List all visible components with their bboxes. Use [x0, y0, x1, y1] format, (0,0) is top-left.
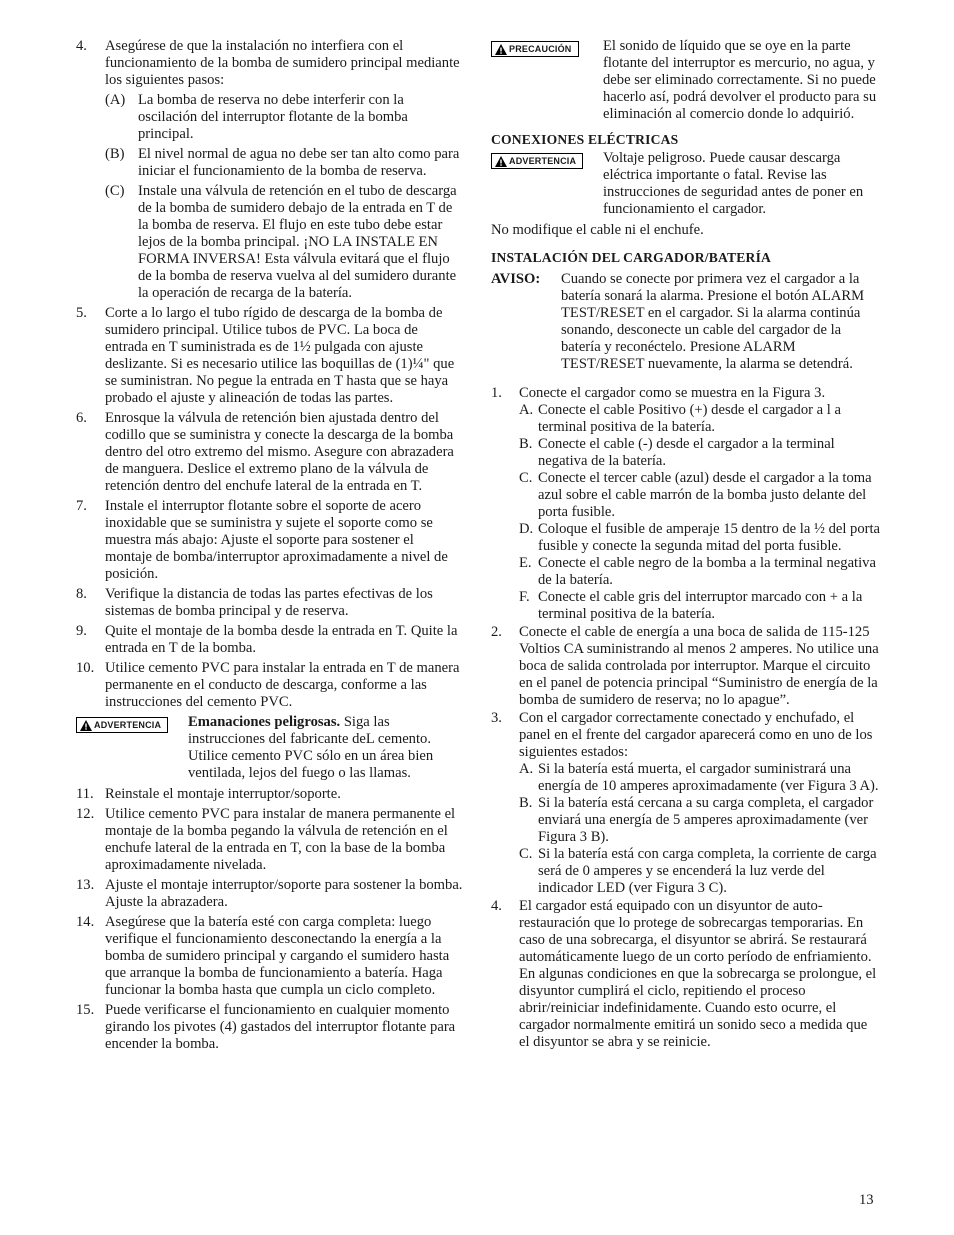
substep-text: Instale una válvula de retención en el tubo de descarga de la bomba de sumidero debajo de la entrada en T de la bomba de reserva. El flujo en este tubo debe estar lejos de la bomba principal. ¡NO LA INSTALE EN FORMA INVERSA! Esta válvula evitará que el flujo de la bomba de reserva vuelva al del sumidero durante la operación de recarga de la batería. — [138, 183, 457, 301]
step-number: 15. — [76, 1002, 95, 1018]
substep-c — [519, 470, 881, 521]
substep-b — [519, 436, 881, 470]
step-text: El cargador está equipado con un disyuntor de auto-restauración que lo protege de sobrecargas temporarias. En caso de una sobrecarga, el disyuntor se abrirá. Se restaurará automáticamente luego de un corto período de enfriamiento. En algunas condiciones en que la sobrecarga se prolongue, el disyuntor cumplirá el ciclo, repitiendo el proceso abrir/reiniciar indefinidamente. Cuando esto ocurre, el cargador normalmente emitirá un sonido seco a medida que el disyuntor se abra y se reinicie. — [519, 898, 877, 1050]
step-text: Ajuste el montaje interruptor/soporte para sostener la bomba. Ajuste la abrazadera. — [105, 877, 463, 910]
step-number: 5. — [76, 305, 87, 321]
substep-label: B. — [519, 795, 533, 811]
step-10 — [76, 660, 464, 711]
substep-b — [519, 795, 881, 846]
warning-triangle-icon — [495, 156, 507, 167]
step-number: 8. — [76, 586, 87, 602]
charger-step-3 — [491, 710, 881, 897]
step-text: Con el cargador correctamente conectado y enchufado, el panel en el frente del cargador aparecerá como en uno de los siguientes estados: — [519, 710, 873, 760]
step-text: Verifique la distancia de todas las partes efectivas de los sistemas de bomba principal y de reserva. — [105, 586, 433, 619]
substep-label: (A) — [105, 92, 126, 108]
step-number: 2. — [491, 624, 502, 640]
left-column — [76, 38, 464, 1056]
no-modify-text: No modifique el cable ni el enchufe. — [491, 222, 704, 238]
substep-a — [519, 761, 881, 795]
step-text: Corte a lo largo el tubo rígido de descarga de la bomba de sumidero principal. Utilice tubos de PVC. La boca de entrada en T suministrada es de 1½ pulgada con ajuste deslizante. Si es necesario utilice las boquillas de (1)¼" que se suministran. No pegue la entrada en T hasta que se haya probado el ajuste y alineación de todas las partes. — [105, 305, 455, 406]
voltage-warning — [491, 150, 881, 218]
step-text: Asegúrese que la batería esté con carga completa: luego verifique el funcionamiento desconectando la energía a la bomba de sumidero principal y cargando el sumidero hasta que arranque la bomba de funcionamiento a batería. Haga funcionar la bomba hasta que cumpla un ciclo completo. — [105, 914, 450, 998]
step-number: 14. — [76, 914, 95, 930]
caution-badge-label: PRECAUCIÓN — [509, 44, 572, 54]
substep-text: Conecte el cable Positivo (+) desde el cargador a l a terminal positiva de la batería. — [538, 402, 841, 435]
step-text: Instale el interruptor flotante sobre el soporte de acero inoxidable que se suministra y sujete el soporte como se muestra más abajo: Ajuste el soporte para sostener el montaje de bomba/interruptor aproximadamente a nivel de posición. — [105, 498, 448, 582]
caution-notice — [491, 38, 881, 123]
step-13 — [76, 877, 464, 911]
notice-text: Cuando se conecte por primera vez el cargador a la batería sonará la alarma. Presione el botón ALARM TEST/RESET en el cargador. Si la alarma continúa sonando, desconecte un cable del cargador de la batería y reconéctelo. Presione ALARM TEST/RESET nuevamente, la alarma se detendrá. — [561, 271, 865, 372]
step-text: Conecte el cable de energía a una boca de salida de 115-125 Voltios CA suministrando al menos 2 amperes. No utilice una boca de salida controlada por interruptor. Marque el circuito en el panel de potencia principal “Suministro de energía de la bomba de sumidero de reserva; no lo apague”. — [519, 624, 879, 708]
step-9 — [76, 623, 464, 657]
charger-step-2 — [491, 624, 881, 709]
charger-step-4 — [491, 898, 881, 1051]
warning-badge — [76, 717, 168, 733]
substep-text: La bomba de reserva no debe interferir con la oscilación del interruptor flotante de la bomba principal. — [138, 92, 408, 142]
step-text: Reinstale el montaje interruptor/soporte. — [105, 786, 341, 802]
substep-text: Conecte el cable gris del interruptor marcado con + a la terminal positiva de la batería. — [538, 589, 863, 622]
warning-badge — [491, 153, 583, 169]
step-number: 7. — [76, 498, 87, 514]
substep-label: C. — [519, 846, 533, 862]
fumes-warning — [76, 714, 464, 782]
substep-label: C. — [519, 470, 533, 486]
step-14 — [76, 914, 464, 999]
substep-text: Si la batería está cercana a su carga completa, el cargador enviará una energía de 5 amperes aproximadamente (ver Figura 3 B). — [538, 795, 874, 845]
substep-label: E. — [519, 555, 532, 571]
step-number: 10. — [76, 660, 95, 676]
substep-text: Conecte el tercer cable (azul) desde el cargador a la toma azul sobre el cable marrón de la bomba justo delante del porta fusible. — [538, 470, 872, 520]
warning-triangle-icon — [495, 44, 507, 55]
warning-triangle-icon — [80, 720, 92, 731]
electrical-connections-heading: CONEXIONES ELÉCTRICAS — [491, 132, 679, 147]
caution-badge — [491, 41, 579, 57]
substep-label: (B) — [105, 146, 125, 162]
substep-text: Si la batería está con carga completa, la corriente de carga será de 0 amperes y se encenderá la luz verde del indicador LED (ver Figura 3 C). — [538, 846, 877, 896]
step-number: 12. — [76, 806, 95, 822]
substep-text: Conecte el cable negro de la bomba a la terminal negativa de la batería. — [538, 555, 876, 588]
substep-label: A. — [519, 402, 534, 418]
step-7 — [76, 498, 464, 583]
substep-b — [105, 146, 464, 180]
substep-label: D. — [519, 521, 534, 537]
step-number: 1. — [491, 385, 502, 401]
substep-text: Coloque el fusible de amperaje 15 dentro de la ½ del porta fusible y conecte la segunda mitad del porta fusible. — [538, 521, 881, 554]
substep-label: A. — [519, 761, 534, 777]
substep-text: Conecte el cable (-) desde el cargador a la terminal negativa de la batería. — [538, 436, 835, 469]
step-text: Enrosque la válvula de retención bien ajustada dentro del codillo que se suministra y conecte la descarga de la bomba dentro del otro extremo del mismo. Asegure con abrazadera de manguera. Deslice el extremo plano de la válvula de retención dentro del enchufe lateral de la entrada en T. — [105, 410, 454, 494]
step-5 — [76, 305, 464, 407]
step-number: 6. — [76, 410, 87, 426]
substep-a — [519, 402, 881, 436]
step-text: Utilice cemento PVC para instalar de manera permanente el montaje de la bomba pegando la válvula de retención en el enchufe lateral de la entrada en T, con la base de la bomba aproximadamente nivelada. — [105, 806, 456, 873]
step-12 — [76, 806, 464, 874]
substep-e — [519, 555, 881, 589]
notice — [491, 271, 881, 373]
substep-d — [519, 521, 881, 555]
warning-badge-label: ADVERTENCIA — [509, 156, 577, 166]
substep-c — [105, 183, 464, 302]
step-8 — [76, 586, 464, 620]
step-number: 4. — [491, 898, 502, 914]
substep-text: Si la batería está muerta, el cargador suministrará una energía de 10 amperes aproximadamente (ver Figura 3 A). — [538, 761, 879, 794]
notice-label: AVISO: — [491, 271, 541, 287]
step-text: Puede verificarse el funcionamiento en cualquier momento girando los pivotes (4) gastados del interruptor flotante para encender la bomba. — [105, 1002, 456, 1052]
substep-text: El nivel normal de agua no debe ser tan alto como para iniciar el funcionamiento de la bomba de reserva. — [138, 146, 460, 179]
warning-text: Siga las instrucciones del fabricante deL cemento. Utilice cemento PVC sólo en un área bien ventilada, lejos del fuego o las llamas. — [188, 714, 434, 781]
step-11 — [76, 786, 464, 803]
substep-a — [105, 92, 464, 143]
substep-c — [519, 846, 881, 897]
warning-badge-label: ADVERTENCIA — [94, 720, 162, 730]
page-number: 13 — [859, 1192, 874, 1208]
step-number: 3. — [491, 710, 502, 726]
step-number: 13. — [76, 877, 95, 893]
step-number: 4. — [76, 38, 87, 54]
step-text: Conecte el cargador como se muestra en la Figura 3. — [519, 385, 826, 401]
voltage-warning-text: Voltaje peligroso. Puede causar descarga eléctrica importante o fatal. Revise las instrucciones de seguridad antes de poner en funcionamiento el cargador. — [603, 150, 864, 217]
charger-installation-heading: INSTALACIÓN DEL CARGADOR/BATERÍA — [491, 250, 772, 265]
substep-label: (C) — [105, 183, 125, 199]
step-number: 9. — [76, 623, 87, 639]
substep-f — [519, 589, 881, 623]
substep-label: B. — [519, 436, 533, 452]
step-4 — [76, 38, 464, 302]
step-text: Quite el montaje de la bomba desde la entrada en T. Quite la entrada en T de la bomba. — [105, 623, 458, 656]
right-column — [491, 38, 881, 1052]
charger-step-1 — [491, 385, 881, 623]
caution-text: El sonido de líquido que se oye en la parte flotante del interruptor es mercurio, no agua, y debe ser eliminado correctamente. Si no puede hacerlo así, podrá devolver el producto para su eliminación al comercio donde lo adquirió. — [603, 38, 877, 122]
warning-title: Emanaciones peligrosas. — [188, 714, 341, 730]
step-15 — [76, 1002, 464, 1053]
substep-label: F. — [519, 589, 530, 605]
step-text: Utilice cemento PVC para instalar la entrada en T de manera permanente en el conducto de descarga, conforme a las instrucciones del cemento PVC. — [105, 660, 460, 710]
step-6 — [76, 410, 464, 495]
step-number: 11. — [76, 786, 94, 802]
step-text: Asegúrese de que la instalación no interfiera con el funcionamiento de la bomba de sumidero principal mediante los siguientes pasos: — [105, 38, 460, 88]
